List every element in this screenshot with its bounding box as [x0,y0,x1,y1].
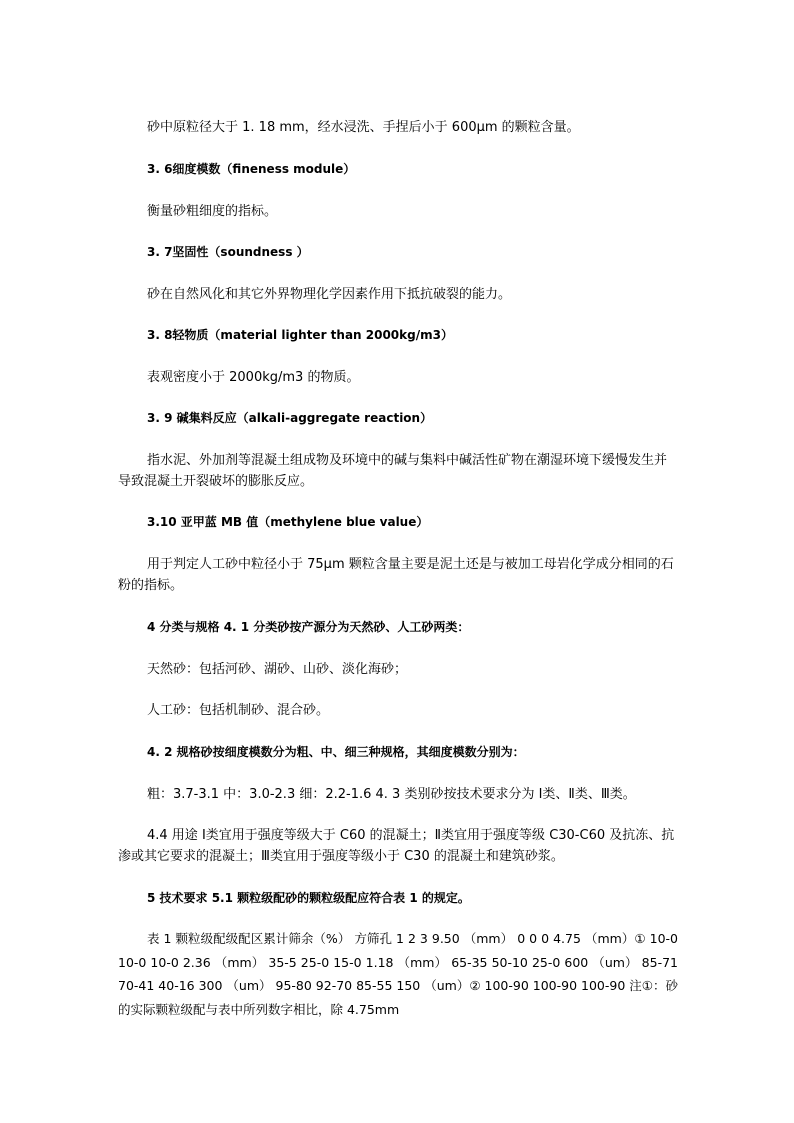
paragraph-4-4-usage: 4.4 用途 Ⅰ类宜用于强度等级大于 C60 的混凝土；Ⅱ类宜用于强度等级 C30-C60 及抗冻、抗渗或其它要求的混凝土；Ⅲ类宜用于强度等级小于 C30 的混凝土和建筑砂浆。 [118,828,675,864]
paragraph-soundness: 砂在自然风化和其它外界物理化学因素作用下抵抗破裂的能力。 [147,287,512,302]
heading-3-7-soundness: 3. 7坚固性（soundness ） [147,245,309,259]
heading-3-6-fineness-module: 3. 6细度模数（fineness module） [147,162,356,176]
paragraph-silt-definition: 砂中原粒径大于 1. 18 mm，经水浸洗、手捏后小于 600μm 的颗粒含量。 [147,120,580,135]
table-1-grading-text: 表 1 颗粒级配级配区累计筛余（%） 方筛孔 1 2 3 9.50 （mm） 0 0 0 4.75 （mm）① 10-0 10-0 10-0 2.36 （mm） 35-5 25-0 15-0 1.18 （mm） 65-35 50-10 25-0 600 （um） 85-71 70-41 40-16 300 （um） 95-80 92-70 85-55 150 （um）② 100-90 100-90 100-90 注①：砂的实际颗粒级配与表中所列数字相比，除 4.75mm [118,931,678,1017]
paragraph-natural-sand: 天然砂：包括河砂、湖砂、山砂、淡化海砂； [147,662,408,677]
paragraph-alkali-aggregate-reaction: 指水泥、外加剂等混凝土组成物及环境中的碱与集料中碱活性矿物在潮湿环境下缓慢发生并导致混凝土开裂破坏的膨胀反应。 [118,453,668,489]
paragraph-fineness-ranges: 粗：3.7-3.1 中：3.0-2.3 细：2.2-1.6 4. 3 类别砂按技术要求分为 Ⅰ类、Ⅱ类、Ⅲ类。 [147,787,636,802]
heading-5-technical-requirements: 5 技术要求 5.1 颗粒级配砂的颗粒级配应符合表 1 的规定。 [147,891,470,905]
heading-4-classification: 4 分类与规格 4. 1 分类砂按产源分为天然砂、人工砂两类： [147,620,470,634]
heading-3-9-alkali-aggregate-reaction: 3. 9 碱集料反应（alkali-aggregate reaction） [147,411,433,425]
paragraph-fineness-module: 衡量砂粗细度的指标。 [147,204,278,219]
heading-3-8-lightweight-material: 3. 8轻物质（material lighter than 2000kg/m3） [147,328,453,342]
paragraph-manufactured-sand: 人工砂：包括机制砂、混合砂。 [147,703,330,718]
paragraph-methylene-blue: 用于判定人工砂中粒径小于 75μm 颗粒含量主要是泥土还是与被加工母岩化学成分相同的石粉的指标。 [118,557,674,593]
heading-3-10-methylene-blue: 3.10 亚甲蓝 MB 值（methylene blue value） [147,515,429,529]
paragraph-lightweight-material: 表观密度小于 2000kg/m3 的物质。 [147,370,360,385]
heading-4-2-specification: 4. 2 规格砂按细度模数分为粗、中、细三种规格，其细度模数分别为： [147,745,525,759]
